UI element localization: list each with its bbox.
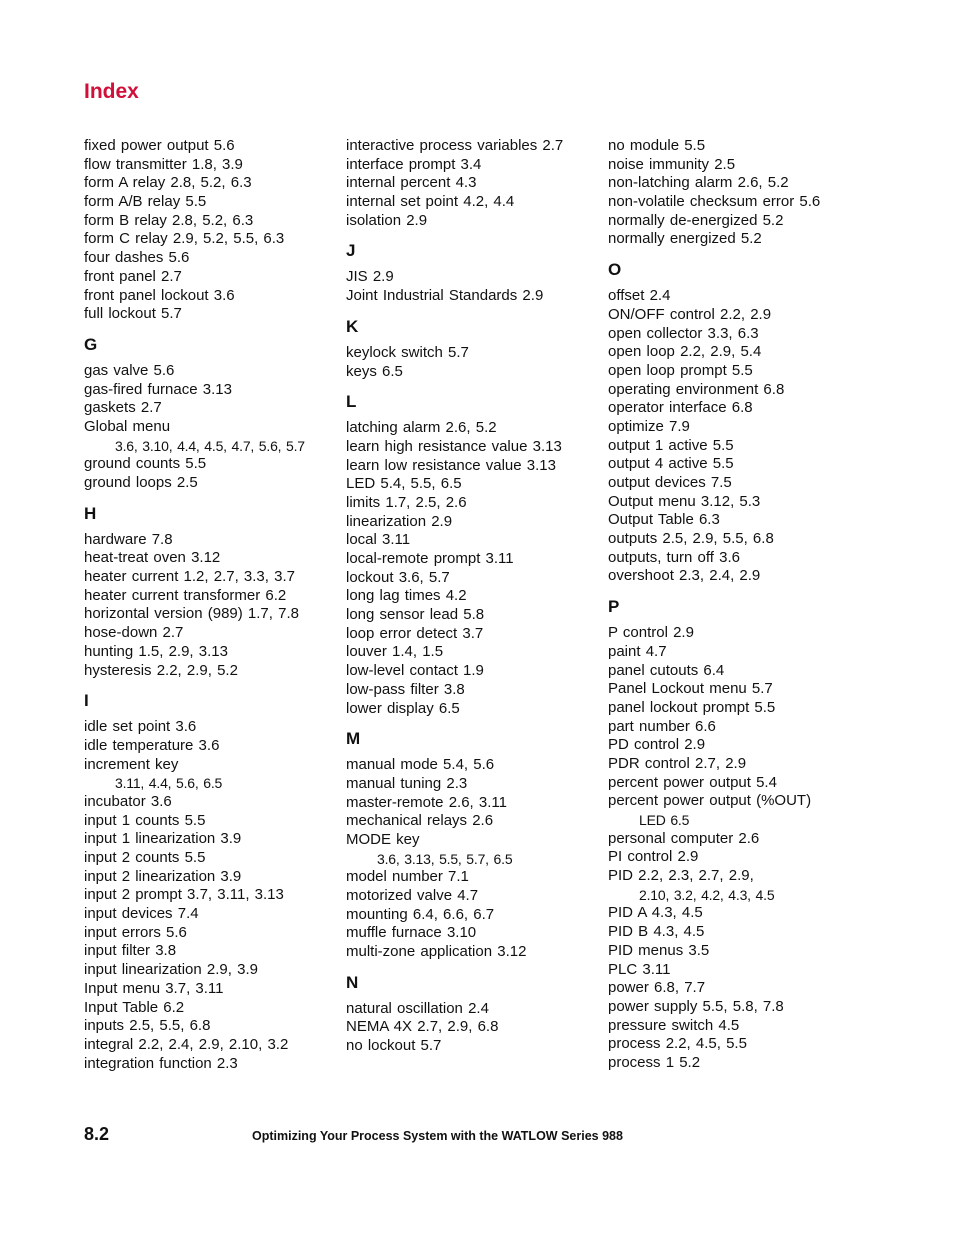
index-entry: integration function 2.3	[84, 1054, 238, 1072]
index-entry: model number 7.1	[346, 868, 469, 886]
index-entry: mounting 6.4, 6.6, 6.7	[346, 905, 495, 923]
index-entry: offset 2.4	[608, 287, 671, 305]
index-entry-continuation: 3.11, 4.4, 5.6, 6.5	[115, 775, 223, 792]
index-entry: lower display 6.5	[346, 699, 460, 717]
index-entry: interface prompt 3.4	[346, 155, 482, 173]
page-title: Index	[84, 80, 139, 103]
index-entry: operating environment 6.8	[608, 380, 785, 398]
index-letter-heading: J	[346, 241, 356, 261]
index-entry: JIS 2.9	[346, 268, 394, 286]
index-entry: open loop prompt 5.5	[608, 361, 753, 379]
index-entry: input 2 counts 5.5	[84, 849, 206, 866]
index-entry: optimize 7.9	[608, 417, 690, 435]
index-entry: long sensor lead 5.8	[346, 606, 485, 624]
index-entry: non-latching alarm 2.6, 5.2	[608, 174, 789, 192]
index-entry: open loop 2.2, 2.9, 5.4	[608, 343, 762, 361]
index-entry: linearization 2.9	[346, 512, 453, 530]
index-entry-continuation: 2.10, 3.2, 4.2, 4.3, 4.5	[639, 886, 775, 903]
index-entry: gas-fired furnace 3.13	[84, 380, 232, 398]
index-entry: louver 1.4, 1.5	[346, 643, 444, 661]
index-entry: natural oscillation 2.4	[346, 999, 489, 1017]
index-entry: heater current transformer 6.2	[84, 586, 287, 604]
index-entry: hysteresis 2.2, 2.9, 5.2	[84, 661, 238, 679]
index-entry: no module 5.5	[608, 137, 706, 154]
index-entry: low-pass filter 3.8	[346, 680, 465, 698]
index-entry: low-level contact 1.9	[346, 662, 484, 680]
index-entry: PI control 2.9	[608, 848, 699, 866]
index-entry: input devices 7.4	[84, 905, 199, 923]
index-entry: form A/B relay 5.5	[84, 193, 207, 211]
index-entry: Output Table 6.3	[608, 511, 720, 529]
index-entry: Output menu 3.12, 5.3	[608, 492, 761, 510]
index-entry: power 6.8, 7.7	[608, 979, 706, 997]
index-entry: Input menu 3.7, 3.11	[84, 979, 224, 997]
index-entry: part number 6.6	[608, 717, 716, 735]
index-entry: master-remote 2.6, 3.11	[346, 793, 507, 811]
index-entry-continuation: 3.6, 3.13, 5.5, 5.7, 6.5	[377, 850, 513, 867]
index-entry: output 1 active 5.5	[608, 436, 734, 454]
index-entry-continuation: LED 6.5	[639, 812, 690, 828]
index-entry: front panel 2.7	[84, 267, 182, 285]
index-entry: limits 1.7, 2.5, 2.6	[346, 493, 467, 511]
index-entry: process 2.2, 4.5, 5.5	[608, 1035, 747, 1053]
index-entry: operator interface 6.8	[608, 399, 753, 417]
index-letter-heading: M	[346, 729, 361, 749]
index-entry: gaskets 2.7	[84, 399, 162, 417]
index-entry: mechanical relays 2.6	[346, 812, 494, 830]
index-letter-heading: L	[346, 392, 357, 412]
index-entry: open collector 3.3, 6.3	[608, 324, 759, 342]
index-entry: pressure switch 4.5	[608, 1016, 740, 1034]
index-entry: increment key	[84, 755, 179, 773]
index-entry: input 2 prompt 3.7, 3.11, 3.13	[84, 886, 284, 904]
index-entry: long lag times 4.2	[346, 587, 467, 605]
index-entry: PID A 4.3, 4.5	[608, 904, 703, 922]
index-entry: ON/OFF control 2.2, 2.9	[608, 305, 772, 323]
index-entry: paint 4.7	[608, 642, 667, 660]
index-entry: manual mode 5.4, 5.6	[346, 756, 495, 774]
index-entry: learn low resistance value 3.13	[346, 456, 556, 474]
index-entry: loop error detect 3.7	[346, 624, 484, 642]
index-entry: input 2 linearization 3.9	[84, 867, 242, 885]
index-entry: flow transmitter 1.8, 3.9	[84, 155, 243, 173]
index-entry: normally energized 5.2	[608, 230, 762, 248]
index-column-1	[84, 137, 346, 1073]
index-entry: input errors 5.6	[84, 923, 187, 941]
index-entry-continuation: 3.6, 3.10, 4.4, 4.5, 4.7, 5.6, 5.7	[115, 437, 305, 454]
index-entry: personal computer 2.6	[608, 829, 760, 847]
index-entry: power supply 5.5, 5.8, 7.8	[608, 997, 784, 1015]
index-entry: keys 6.5	[346, 362, 403, 380]
index-entry: front panel lockout 3.6	[84, 286, 235, 304]
index-entry: panel cutouts 6.4	[608, 661, 725, 679]
index-entry: ground loops 2.5	[84, 474, 198, 491]
index-entry: NEMA 4X 2.7, 2.9, 6.8	[346, 1018, 499, 1036]
footer-title: Optimizing Your Process System with the WATLOW Series 988	[252, 1129, 623, 1143]
index-entry: form B relay 2.8, 5.2, 6.3	[84, 211, 254, 229]
index-entry: output 4 active 5.5	[608, 455, 734, 473]
index-entry: process 1 5.2	[608, 1053, 701, 1071]
index-column-2	[346, 137, 608, 1056]
index-entry: PID B 4.3, 4.5	[608, 923, 705, 941]
index-entry: LED 5.4, 5.5, 6.5	[346, 475, 462, 493]
index-entry: motorized valve 4.7	[346, 887, 479, 904]
index-entry: PD control 2.9	[608, 736, 706, 754]
index-entry: full lockout 5.7	[84, 305, 182, 323]
index-entry: keylock switch 5.7	[346, 343, 469, 361]
index-entry: internal set point 4.2, 4.4	[346, 193, 515, 211]
index-entry: fixed power output 5.6	[84, 137, 235, 154]
index-entry: muffle furnace 3.10	[346, 924, 477, 942]
index-entry: panel lockout prompt 5.5	[608, 698, 776, 716]
index-entry: hunting 1.5, 2.9, 3.13	[84, 642, 228, 660]
index-entry: overshoot 2.3, 2.4, 2.9	[608, 567, 761, 585]
index-letter-heading: K	[346, 316, 359, 336]
index-entry: local 3.11	[346, 531, 411, 549]
index-entry: input 1 linearization 3.9	[84, 830, 242, 848]
index-entry: Joint Industrial Standards 2.9	[346, 287, 544, 305]
index-letter-heading: N	[346, 972, 359, 992]
index-entry: manual tuning 2.3	[346, 774, 468, 792]
index-entry: outputs 2.5, 2.9, 5.5, 6.8	[608, 530, 774, 548]
index-entry: Input Table 6.2	[84, 998, 185, 1016]
index-entry: no lockout 5.7	[346, 1037, 442, 1055]
index-entry: output devices 7.5	[608, 474, 732, 491]
index-entry: Panel Lockout menu 5.7	[608, 680, 773, 698]
index-entry: heater current 1.2, 2.7, 3.3, 3.7	[84, 568, 295, 586]
index-entry: PLC 3.11	[608, 960, 671, 978]
index-entry: integral 2.2, 2.4, 2.9, 2.10, 3.2	[84, 1035, 289, 1053]
index-column-3	[608, 137, 870, 1073]
index-letter-heading: O	[608, 260, 622, 280]
index-entry: incubator 3.6	[84, 792, 172, 810]
page-number: 8.2	[84, 1124, 110, 1144]
index-entry: percent power output (%OUT)	[608, 792, 812, 810]
index-entry: PID menus 3.5	[608, 941, 710, 959]
index-letter-heading: H	[84, 503, 97, 523]
index-entry: noise immunity 2.5	[608, 155, 736, 173]
index-entry: idle temperature 3.6	[84, 736, 220, 754]
index-entry: local-remote prompt 3.11	[346, 550, 514, 567]
index-entry: inputs 2.5, 5.5, 6.8	[84, 1017, 211, 1035]
index-entry: ground counts 5.5	[84, 455, 207, 473]
index-entry: non-volatile checksum error 5.6	[608, 193, 821, 211]
index-entry: horizontal version (989) 1.7, 7.8	[84, 605, 299, 623]
index-entry: idle set point 3.6	[84, 718, 197, 736]
index-entry: Global menu	[84, 417, 171, 435]
index-entry: lockout 3.6, 5.7	[346, 568, 450, 586]
index-entry: hardware 7.8	[84, 530, 173, 548]
index-entry: four dashes 5.6	[84, 249, 190, 267]
index-letter-heading: I	[84, 691, 89, 711]
index-entry: isolation 2.9	[346, 211, 428, 229]
index-entry: form A relay 2.8, 5.2, 6.3	[84, 174, 252, 192]
index-entry: gas valve 5.6	[84, 361, 175, 379]
index-entry: input linearization 2.9, 3.9	[84, 961, 258, 979]
index-letter-heading: P	[608, 597, 620, 617]
index-entry: interactive process variables 2.7	[346, 137, 564, 154]
index-entry: input filter 3.8	[84, 942, 177, 960]
index-entry: PDR control 2.7, 2.9	[608, 754, 747, 772]
index-entry: learn high resistance value 3.13	[346, 437, 562, 455]
index-entry: MODE key	[346, 830, 420, 848]
index-entry: multi-zone application 3.12	[346, 943, 527, 961]
index-entry: internal percent 4.3	[346, 174, 477, 192]
index-entry: hose-down 2.7	[84, 624, 184, 642]
index-entry: outputs, turn off 3.6	[608, 548, 740, 566]
index-entry: percent power output 5.4	[608, 773, 777, 791]
index-entry: heat-treat oven 3.12	[84, 549, 221, 567]
index-entry: input 1 counts 5.5	[84, 811, 206, 829]
index-entry: P control 2.9	[608, 624, 694, 642]
index-entry: normally de-energized 5.2	[608, 211, 784, 229]
index-letter-heading: G	[84, 334, 98, 354]
index-entry: form C relay 2.9, 5.2, 5.5, 6.3	[84, 230, 285, 248]
index-entry: latching alarm 2.6, 5.2	[346, 419, 497, 437]
index-entry: PID 2.2, 2.3, 2.7, 2.9,	[608, 867, 754, 885]
